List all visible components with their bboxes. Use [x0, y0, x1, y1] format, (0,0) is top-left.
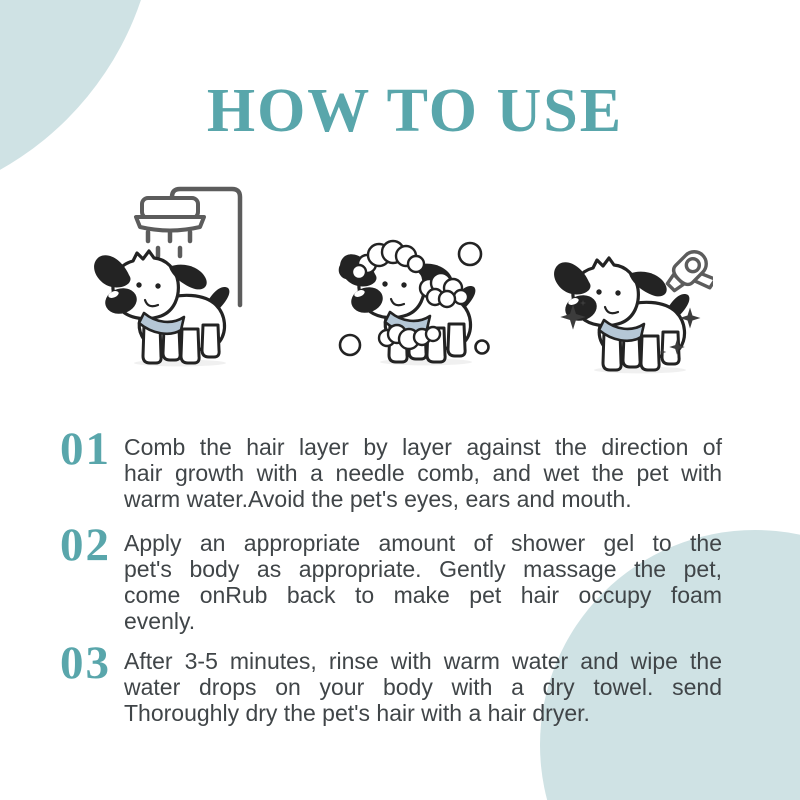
step-text-line: water drops on your body with a dry towel. send	[124, 674, 722, 700]
step-text	[124, 434, 722, 512]
step-text-line: warm water.Avoid the pet's eyes, ears and mouth.	[124, 486, 632, 512]
step-text-line: hair growth with a needle comb, and wet the pet with	[124, 460, 722, 486]
step-item-1	[60, 423, 722, 512]
step-item-2	[60, 519, 722, 634]
step-text	[124, 530, 722, 634]
step-text-line: Comb the hair layer by layer against the direction of	[124, 434, 722, 460]
step-text-line: Apply an appropriate amount of shower gel to the	[124, 530, 722, 556]
page-title: HOW TO USE	[206, 77, 624, 145]
step-text-line: pet's body as appropriate. Gently massage the pet,	[124, 556, 722, 582]
step-text-line: come onRub back to make pet hair occupy foam	[124, 582, 722, 608]
step-number: 01	[60, 423, 111, 475]
step-number: 03	[60, 637, 111, 689]
step-item-3	[60, 637, 722, 726]
step-text-line: evenly.	[124, 608, 196, 634]
step-number: 02	[60, 519, 111, 571]
step-text-line: Thoroughly dry the pet's hair with a hair dryer.	[124, 700, 590, 726]
step-text-line: After 3-5 minutes, rinse with warm water and wipe the	[124, 648, 722, 674]
step-text	[124, 648, 722, 726]
